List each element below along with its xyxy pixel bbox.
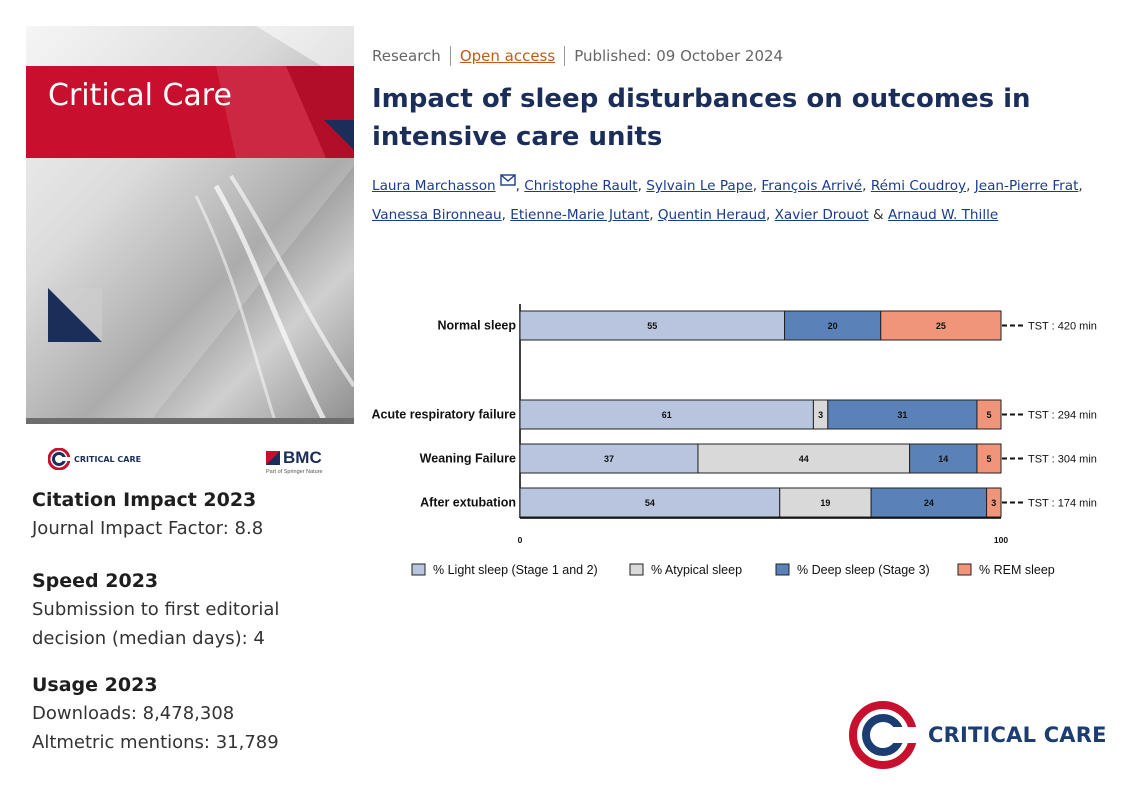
category-label: Normal sleep (437, 318, 516, 333)
critical-care-c-icon (848, 700, 918, 770)
legend-swatch (630, 564, 643, 575)
bar-value-label: 37 (603, 454, 614, 464)
legend-swatch (776, 564, 789, 575)
usage-title: Usage 2023 (32, 674, 158, 696)
author-link[interactable]: Quentin Heraud (657, 207, 766, 223)
author-link[interactable]: Christophe Rault (524, 178, 638, 194)
critical-care-logo-large (848, 700, 1107, 770)
category-label: Weaning Failure (419, 451, 516, 466)
bar-value-label: 14 (938, 454, 949, 464)
author-link[interactable]: Jean-Pierre Frat (974, 178, 1079, 194)
bar-value-label: 61 (661, 410, 672, 420)
legend-label: % REM sleep (979, 563, 1055, 577)
x-tick-label: 100 (993, 535, 1009, 545)
author-link[interactable]: Xavier Drouot (774, 207, 869, 223)
author-list: Laura Marchasson , Christophe Rault, Sylvain Le Pape, François Arrivé, Rémi Coudroy, Jean-Pierre Frat, Vanessa Bironneau, Etienne-Marie Jutant, Quentin Heraud, Xavier Drouot & Arnaud W. Thille (372, 172, 1120, 230)
bar-value-label: 24 (923, 498, 934, 508)
bmc-logo (266, 448, 323, 475)
sleep-stage-chart (356, 296, 1116, 596)
tst-annotation: TST : 294 min (1028, 409, 1097, 422)
bar-value-label: 44 (798, 454, 809, 464)
author-link[interactable]: Arnaud W. Thille (887, 207, 999, 223)
x-tick-label: 0 (517, 535, 523, 545)
bar-value-label: 54 (644, 498, 655, 508)
author-link[interactable]: Etienne-Marie Jutant (510, 207, 650, 223)
critical-care-c-icon (48, 448, 70, 470)
published-date: Published: 09 October 2024 (574, 47, 784, 65)
bar-value-label: 31 (897, 410, 908, 420)
logo-large-text: CRITICAL CARE (928, 723, 1107, 747)
bar-value-label: 5 (986, 410, 992, 420)
author-link[interactable]: Rémi Coudroy (870, 178, 967, 194)
bar-value-label: 25 (935, 321, 946, 331)
publisher-sub: Part of Springer Nature (266, 469, 323, 475)
author-link[interactable]: Vanessa Bironneau (372, 207, 502, 223)
category-label: Acute respiratory failure (371, 407, 516, 422)
impact-factor: Journal Impact Factor: 8.8 (32, 518, 264, 539)
author-link[interactable]: François Arrivé (761, 178, 863, 194)
open-access-link[interactable]: Open access (459, 47, 556, 65)
bar-value-label: 20 (827, 321, 838, 331)
bmc-mark-icon (266, 451, 280, 465)
legend-label: % Light sleep (Stage 1 and 2) (433, 563, 598, 577)
author-link[interactable]: Laura Marchasson (372, 178, 496, 194)
tst-annotation: TST : 304 min (1028, 453, 1097, 466)
bar-value-label: 19 (820, 498, 831, 508)
bar-value-label: 3 (991, 498, 997, 508)
altmetric-mentions: Altmetric mentions: 31,789 (32, 732, 279, 753)
email-icon[interactable] (500, 174, 516, 186)
legend-swatch (412, 564, 425, 575)
bar-value-label: 55 (647, 321, 658, 331)
meta-divider (450, 46, 451, 66)
citation-impact-title: Citation Impact 2023 (32, 489, 257, 511)
tst-annotation: TST : 174 min (1028, 497, 1097, 510)
bar-value-label: 3 (818, 410, 824, 420)
speed-title: Speed 2023 (32, 570, 159, 592)
tst-annotation: TST : 420 min (1028, 320, 1097, 333)
category-label: After extubation (420, 495, 516, 510)
bar-value-label: 5 (986, 454, 992, 464)
legend-swatch (958, 564, 971, 575)
article-meta (372, 46, 783, 66)
critical-care-logo-small (48, 448, 141, 470)
article-type: Research (372, 47, 441, 65)
cover-title: Critical Care (48, 78, 232, 113)
speed-line-2: decision (median days): 4 (32, 628, 265, 649)
article-title: Impact of sleep disturbances on outcomes in intensive care units (372, 84, 1031, 152)
author-link[interactable]: Sylvain Le Pape (646, 178, 753, 194)
legend-label: % Deep sleep (Stage 3) (797, 563, 930, 577)
journal-cover (26, 26, 354, 424)
downloads: Downloads: 8,478,308 (32, 703, 235, 724)
journal-metrics (32, 486, 352, 757)
speed-line-1: Submission to first editorial (32, 599, 280, 620)
cover-footer-bar (26, 418, 354, 424)
publisher-name: BMC (283, 448, 322, 467)
logo-small-text: CRITICAL CARE (74, 454, 142, 464)
meta-divider (564, 46, 565, 66)
legend-label: % Atypical sleep (651, 563, 743, 577)
